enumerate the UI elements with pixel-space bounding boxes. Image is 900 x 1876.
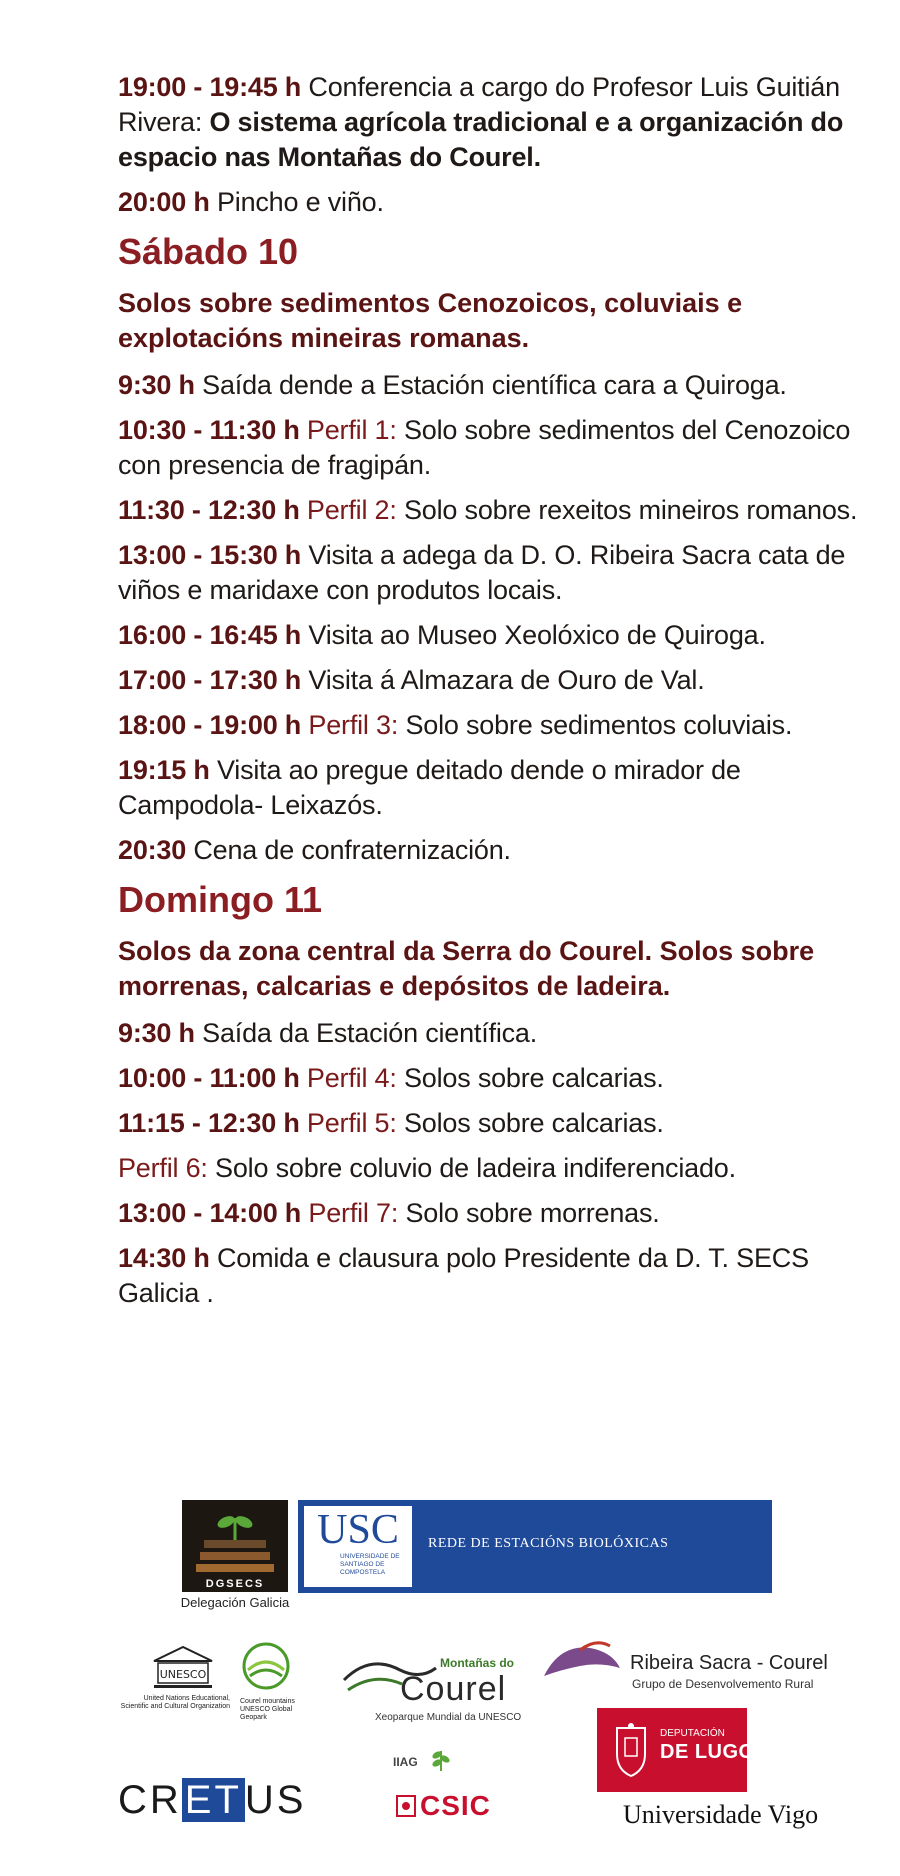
item-time: 9:30 h [118, 370, 195, 400]
item-text: Conferencia a cargo do Profesor Luis Guitián Rivera: [118, 72, 840, 137]
item-time: 14:30 h [118, 1243, 210, 1273]
usc-logo-letters: USC [317, 1507, 399, 1553]
schedule-item [118, 833, 878, 868]
csic-emblem-icon [395, 1792, 417, 1825]
geopark-caption: Courel mountains UNESCO Global Geopark [240, 1698, 295, 1721]
item-profile: Perfil 4: [299, 1063, 397, 1093]
usc-network-text: REDE DE ESTACIÓNS BIOLÓXICAS [428, 1536, 669, 1551]
schedule-item [118, 663, 878, 698]
schedule-item [118, 753, 878, 823]
program-content [118, 70, 878, 1321]
item-time: 18:00 - 19:00 h [118, 710, 302, 740]
item-time: 20:30 [118, 835, 187, 865]
lugo-big-text: DE LUGO [660, 1741, 755, 1763]
schedule-item [118, 493, 878, 528]
item-profile: Perfil 3: [301, 710, 399, 740]
item-profile: Perfil 7: [301, 1198, 399, 1228]
cretus-text-post: US [244, 1778, 307, 1822]
uvigo-logo: Universidade Vigo [623, 1800, 819, 1829]
item-time: 11:15 - 12:30 h [118, 1108, 300, 1138]
day-heading-saturday: Sábado 10 [118, 231, 299, 272]
item-bold-text: O sistema agrícola tradicional e a organización do espacio nas Montañas do Courel. [118, 107, 844, 172]
schedule-item [118, 1061, 878, 1096]
item-time: 17:00 - 17:30 h [118, 665, 302, 695]
day-subtitle-sunday: Solos da zona central da Serra do Courel. Solos sobre morrenas, calcarias e depósitos de ladeira. [118, 936, 815, 1001]
item-text: Comida e clausura polo Presidente da D. T. SECS Galicia . [118, 1243, 809, 1308]
item-text: Solo sobre sedimentos del Cenozoico con presencia de fragipán. [118, 415, 851, 480]
svg-text:UNESCO: UNESCO [159, 1668, 207, 1681]
day-subtitle-saturday: Solos sobre sedimentos Cenozoicos, coluviais e explotacións mineiras romanas. [118, 288, 743, 353]
unesco-temple-icon [150, 1645, 216, 1696]
item-text: Cena de confraternización. [186, 835, 511, 865]
item-text: Solo sobre sedimentos coluviais. [398, 710, 793, 740]
courel-title: Montañas do [440, 1656, 514, 1670]
schedule-item [118, 538, 878, 608]
lugo-small-text: DEPUTACIÓN [660, 1728, 725, 1739]
ribeira-sacra-subtitle: Grupo de Desenvolvemento Rural [632, 1677, 814, 1691]
day-heading-sunday: Domingo 11 [118, 879, 323, 920]
item-profile: Perfil 6: [118, 1153, 208, 1183]
schedule-item [118, 618, 878, 653]
item-profile: Perfil 2: [299, 495, 397, 525]
item-text: Solo sobre coluvio de ladeira indiferenciado. [207, 1153, 736, 1183]
csic-text: CSIC [420, 1790, 491, 1821]
item-text: Visita ao Museo Xeolóxico de Quiroga. [301, 620, 766, 650]
schedule-item [118, 368, 878, 403]
schedule-item [118, 70, 878, 175]
item-time: 11:30 - 12:30 h [118, 495, 300, 525]
cretus-text-et: ET [182, 1778, 245, 1822]
iiag-leaf-icon [430, 1745, 452, 1778]
courel-caption: Xeoparque Mundial da UNESCO [375, 1712, 522, 1723]
schedule-item [118, 1151, 878, 1186]
item-time: 16:00 - 16:45 h [118, 620, 302, 650]
item-profile: Perfil 5: [299, 1108, 397, 1138]
item-time: 9:30 h [118, 1018, 195, 1048]
item-profile: Perfil 1: [299, 415, 397, 445]
cretus-text-pre: CR [118, 1778, 182, 1822]
schedule-item [118, 1196, 878, 1231]
schedule-item [118, 1106, 878, 1141]
item-time: 13:00 - 15:30 h [118, 540, 302, 570]
schedule-item [118, 708, 878, 743]
item-text: Solos sobre calcarias. [396, 1108, 664, 1138]
schedule-item [118, 185, 878, 220]
usc-logo-small-text: UNIVERSIDADE DE SANTIAGO DE COMPOSTELA [340, 1553, 400, 1576]
schedule-item [118, 1016, 878, 1051]
item-text: Pincho e viño. [209, 187, 384, 217]
item-text: Saída dende a Estación científica cara a Quiroga. [194, 370, 787, 400]
item-time: 19:00 - 19:45 h [118, 72, 302, 102]
item-text: Saída da Estación científica. [194, 1018, 538, 1048]
dgsecs-caption: Delegación Galicia [180, 1595, 290, 1610]
iiag-text: IIAG [393, 1755, 418, 1769]
ribeira-sacra-title: Ribeira Sacra - Courel [630, 1652, 828, 1674]
item-text: Visita a adega da D. O. Ribeira Sacra cata de viños e maridaxe con produtos locais. [118, 540, 846, 605]
geopark-icon [238, 1640, 294, 1701]
item-text: Solos sobre calcarias. [396, 1063, 664, 1093]
item-text: Solo sobre rexeitos mineiros romanos. [396, 495, 858, 525]
schedule-item [118, 1241, 878, 1311]
dgsecs-text: DGSECS [205, 1578, 265, 1590]
courel-word: Courel [400, 1670, 507, 1708]
item-time: 19:15 h [118, 755, 210, 785]
item-time: 20:00 h [118, 187, 210, 217]
item-time: 10:00 - 11:00 h [118, 1063, 300, 1093]
ribeira-sacra-icon [540, 1638, 624, 1687]
item-time: 13:00 - 14:00 h [118, 1198, 302, 1228]
unesco-caption: United Nations Educational, Scientific and Cultural Organization [120, 1695, 230, 1710]
schedule-item [118, 413, 878, 483]
item-time: 10:30 - 11:30 h [118, 415, 300, 445]
item-text: Solo sobre morrenas. [398, 1198, 660, 1228]
item-text: Visita á Almazara de Ouro de Val. [301, 665, 705, 695]
lugo-coat-of-arms-icon [611, 1720, 651, 1780]
cretus-logo [118, 1778, 306, 1823]
item-text: Visita ao pregue deitado dende o mirador de Campodola- Leixazós. [118, 755, 741, 820]
